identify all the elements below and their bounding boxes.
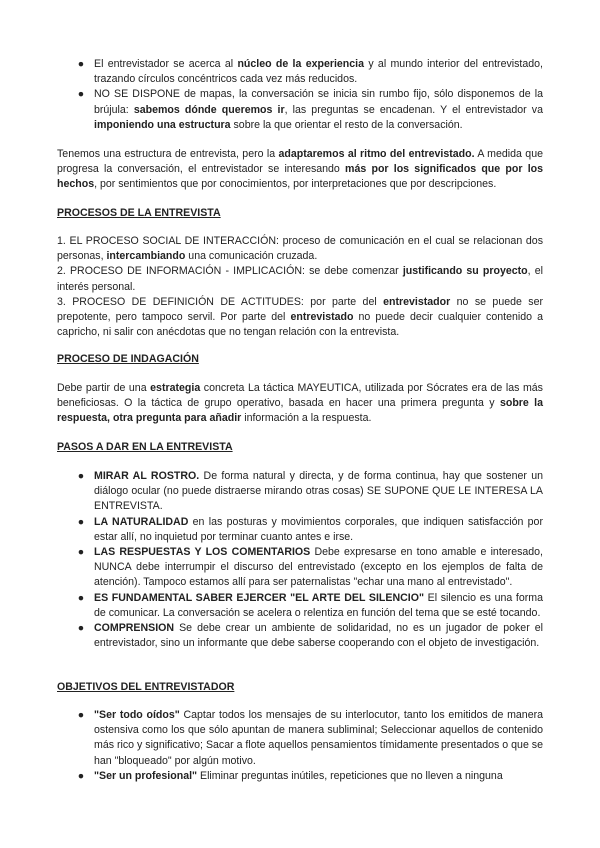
text-run: Eliminar preguntas inútiles, repeticiones que no lleven a ninguna: [197, 769, 503, 782]
text-run: El entrevistador se acerca al: [94, 58, 238, 70]
bold-text: sobre la respuesta, otra pregunta para añadir: [57, 397, 543, 425]
list-item: [76, 708, 543, 769]
bullet-list: [76, 57, 543, 133]
bold-text: LAS RESPUESTAS Y LOS COMENTARIOS: [94, 546, 311, 559]
bullet-icon: ●: [77, 470, 85, 482]
text-run: una comunicación cruzada.: [185, 250, 318, 263]
list-item: [76, 591, 543, 621]
list-item: [57, 295, 543, 341]
rich-text: [94, 592, 543, 619]
bold-text: más por los significados que por los hechos: [57, 163, 543, 191]
bold-text: entrevistado: [290, 311, 354, 324]
text-run: no puede decir cualquier contenido a capricho, ni salir con anécdotas que no tengan relación con la entrevista.: [57, 311, 543, 339]
rich-text: [94, 709, 543, 767]
text-run: , el interés personal.: [57, 265, 543, 293]
bold-text: ES FUNDAMENTAL SABER EJERCER "EL ARTE DEL SILENCIO": [94, 591, 424, 604]
text-run: 2. PROCESO DE INFORMACIÓN - IMPLICACIÓN: se debe comenzar: [57, 265, 403, 278]
list-item: [76, 769, 543, 784]
bullet-icon: ●: [77, 591, 85, 604]
list-item: [57, 234, 543, 264]
list-item: [57, 264, 543, 294]
list-item: [76, 621, 543, 651]
text-run: concreta La táctica MAYEUTICA, utilizada por Sócrates era de las más beneficiosas. O la táctica de grupo operativo, basada en hacer una primera pregunta y: [57, 382, 543, 410]
text-run: no se puede ser prepotente, pero tampoco servil. Por parte del: [57, 295, 544, 324]
bold-text: "Ser un profesional": [94, 769, 198, 782]
bullet-icon: ●: [77, 58, 85, 70]
bold-text: LA NATURALIDAD: [94, 515, 189, 528]
list-item: [76, 469, 543, 515]
bullet-list: [76, 708, 543, 784]
bold-text: adaptaremos al ritmo del entrevistado.: [278, 148, 475, 160]
bold-text: justificando su proyecto: [402, 265, 528, 278]
bullet-list: [76, 469, 543, 651]
rich-text: [94, 58, 543, 85]
text-run: y al mundo interior del entrevistado, trazando círculos concéntricos cada vez más reducidos.: [94, 58, 543, 86]
procesos-list: [57, 234, 543, 340]
text-run: Tenemos una estructura de entrevista, pero la: [57, 148, 279, 160]
bold-text: entrevistador: [383, 295, 451, 308]
bold-text: sabemos dónde queremos ir: [133, 103, 285, 116]
rich-text: [94, 770, 503, 782]
text-run: 1. EL PROCESO SOCIAL DE INTERACCIÓN: proceso de comunicación en el cual se relacionan dos personas,: [57, 235, 543, 263]
list-item: [76, 57, 543, 87]
bullet-icon: ●: [77, 515, 85, 528]
text-run: Se debe crear un ambiente de solidaridad, no es un jugador de poker el entrevistador, sino un informante que debe saberse cooperando con el objeto de investigación.: [94, 622, 543, 650]
list-item: [76, 87, 543, 133]
text-run: NO SE DISPONE de mapas, la conversación se inicia sin rumbo fijo, sólo disponemos de la brújula:: [94, 88, 543, 116]
objetivos-list: [76, 708, 543, 784]
rich-text: [94, 88, 543, 130]
bullet-icon: ●: [77, 546, 85, 559]
text-run: Captar todos los mensajes de su interlocutor, tanto los emitidos de manera ostensiva como los que sólo apuntan de manera subliminal; Seleccionar aquellos de contenido más rico y significativo; Sacar a flote aquellos pensamientos tímidamente presentados o que se han "bloqueado" por algún motivo.: [94, 709, 544, 767]
text-run: De forma natural y directa, y de forma continua, hay que sostener un diálogo ocular (no puede distraerse mirando otras cosas) SE SUPONE QUE LE INTERESA LA ENTREVISTA.: [94, 470, 544, 513]
text-run: sobre la que orientar el resto de la conversación.: [230, 118, 463, 131]
list-item: [76, 545, 543, 591]
pasos-heading: PASOS A DAR EN LA ENTREVISTA: [57, 441, 233, 453]
list-item: [76, 515, 543, 545]
bold-text: MIRAR AL ROSTRO.: [94, 470, 200, 482]
bold-text: "Ser todo oídos": [94, 709, 180, 721]
objetivos-heading: OBJETIVOS DEL ENTREVISTADOR: [57, 681, 235, 693]
bold-text: imponiendo una estructura: [94, 118, 231, 131]
pasos-list: [76, 469, 543, 651]
bold-text: COMPRENSION: [94, 622, 175, 635]
text-run: El silencio es una forma de comunicar. La conversación se acelera o relentiza en función del tema que se esté tocando.: [94, 591, 543, 619]
bold-text: núcleo de la experiencia: [237, 58, 365, 70]
text-run: , por sentimientos que por conocimientos, por interpretaciones que por descripciones.: [94, 178, 497, 191]
indagacion-heading: PROCESO DE INDAGACIÓN: [57, 353, 199, 365]
text-run: en las posturas y movimientos corporales, que indiquen satisfacción por estar allí, no inquietud por terminar cuanto antes e irse.: [94, 515, 543, 543]
procesos-heading: PROCESOS DE LA ENTREVISTA: [57, 207, 221, 219]
bullet-icon: ●: [77, 709, 85, 721]
text-run: Debe partir de una: [57, 382, 151, 394]
text-run: , las preguntas se encadenan. Y el entrevistador va: [284, 103, 543, 116]
text-run: 3. PROCESO DE DEFINICIÓN DE ACTITUDES: por parte del: [57, 295, 384, 308]
rich-text: [94, 622, 543, 649]
bullet-icon: ●: [77, 769, 85, 782]
rich-text: [94, 470, 543, 512]
rich-text: [94, 546, 543, 588]
bullet-icon: ●: [77, 88, 85, 101]
indagacion-paragraph: [57, 381, 543, 427]
text-run: A medida que progresa la conversación, el entrevistador se interesando: [57, 148, 543, 176]
rich-text: [94, 516, 543, 543]
text-run: Debe expresarse en tono amable e interesado, NUNCA debe interrumpir el discurso del entrevistado (excepto en los ejemplos de falta de atención). Tampoco estamos allí para ser paternalistas "echar una mano al entrevistado".: [94, 546, 543, 589]
bold-text: intercambiando: [106, 250, 186, 263]
text-run: información a la respuesta.: [241, 412, 372, 425]
bold-text: estrategia: [150, 382, 201, 394]
top-bullet-list: [76, 57, 543, 133]
intro-paragraph: [57, 147, 543, 193]
bullet-icon: ●: [77, 622, 85, 635]
